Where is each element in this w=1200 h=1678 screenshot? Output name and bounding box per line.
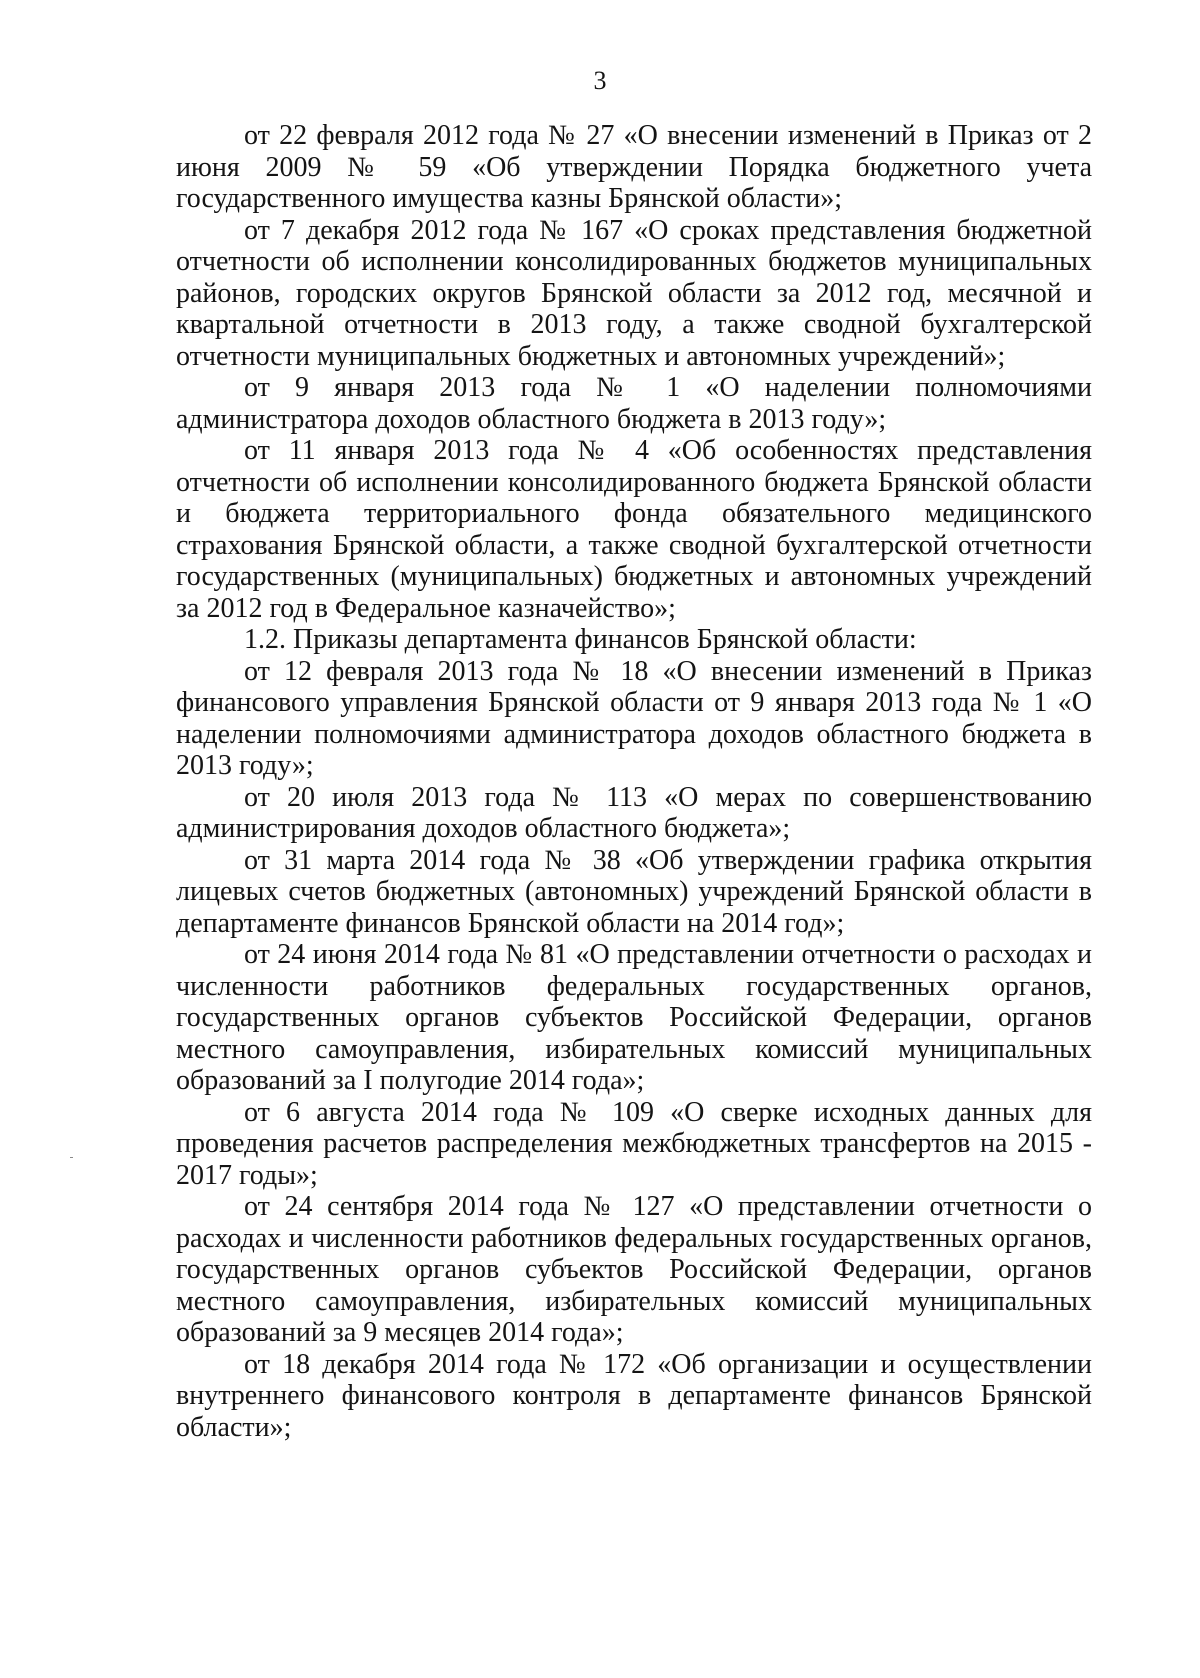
paragraph-order-2012-12-07: от 7 декабря 2012 года № 167 «О сроках представления бюджетной отчетности об исполнении консолидированных бюджетов муниципальных районов, городских округов Брянской области за 2012 год, месячной и квартальной отчетности в 2013 году, а также сводной бухгалтерской отчетности муниципальных бюджетных и автономных учреждений»; xyxy=(176,214,1092,372)
paragraph-order-2013-02-12: от 12 февраля 2013 года № 18 «О внесении изменений в Приказ финансового управления Брянской области от 9 января 2013 года № 1 «О наделении полномочиями администратора доходов областного бюджета в 2013 году»; xyxy=(176,655,1092,781)
scan-artifact-dot xyxy=(70,1157,73,1158)
paragraph-order-2013-01-09: от 9 января 2013 года № 1 «О наделении полномочиями администратора доходов областного бюджета в 2013 году»; xyxy=(176,372,1092,435)
section-heading-1-2: 1.2. Приказы департамента финансов Брянской области: xyxy=(244,624,917,655)
paragraph-order-2014-12-18: от 18 декабря 2014 года № 172 «Об организации и осуществлении внутреннего финансового контроля в департаменте финансов Брянской области»; xyxy=(176,1348,1092,1443)
paragraph-order-2014-06-24: от 24 июня 2014 года № 81 «О представлении отчетности о расходах и численности работников федеральных государственных органов, государственных органов субъектов Российской Федерации, органов местного самоуправления, избирательных комиссий муниципальных образований за I полугодие 2014 года»; xyxy=(176,939,1092,1096)
paragraph-order-2014-09-24: от 24 сентября 2014 года № 127 «О представлении отчетности о расходах и численности работников федеральных государственных органов, государственных органов субъектов Российской Федерации, органов местного самоуправления, избирательных комиссий муниципальных образований за 9 месяцев 2014 года»; xyxy=(176,1191,1092,1348)
paragraph-order-2013-07-20: от 20 июля 2013 года № 113 «О мерах по совершенствованию администрирования доходов областного бюджета»; xyxy=(176,781,1092,844)
paragraph-order-2014-08-06: от 6 августа 2014 года № 109 «О сверке исходных данных для проведения расчетов распределения межбюджетных трансфертов на 2015 - 2017 годы»; xyxy=(176,1096,1092,1191)
paragraph-order-2013-01-11: от 11 января 2013 года № 4 «Об особенностях представления отчетности об исполнении консолидированного бюджета Брянской области и бюджета территориального фонда обязательного медицинского страхования Брянской области, а также сводной бухгалтерской отчетности государственных (муниципальных) бюджетных и автономных учреждений за 2012 год в Федеральное казначейство»; xyxy=(176,435,1092,624)
page-number: 3 xyxy=(593,66,607,95)
paragraph-order-2014-03-31: от 31 марта 2014 года № 38 «Об утверждении графика открытия лицевых счетов бюджетных (автономных) учреждений Брянской области в департаменте финансов Брянской области на 2014 год»; xyxy=(176,844,1092,939)
document-body xyxy=(176,120,1092,1443)
paragraph-order-2012-02-22: от 22 февраля 2012 года № 27 «О внесении изменений в Приказ от 2 июня 2009 № 59 «Об утверждении Порядка бюджетного учета государственного имущества казны Брянской области»; xyxy=(176,120,1092,214)
